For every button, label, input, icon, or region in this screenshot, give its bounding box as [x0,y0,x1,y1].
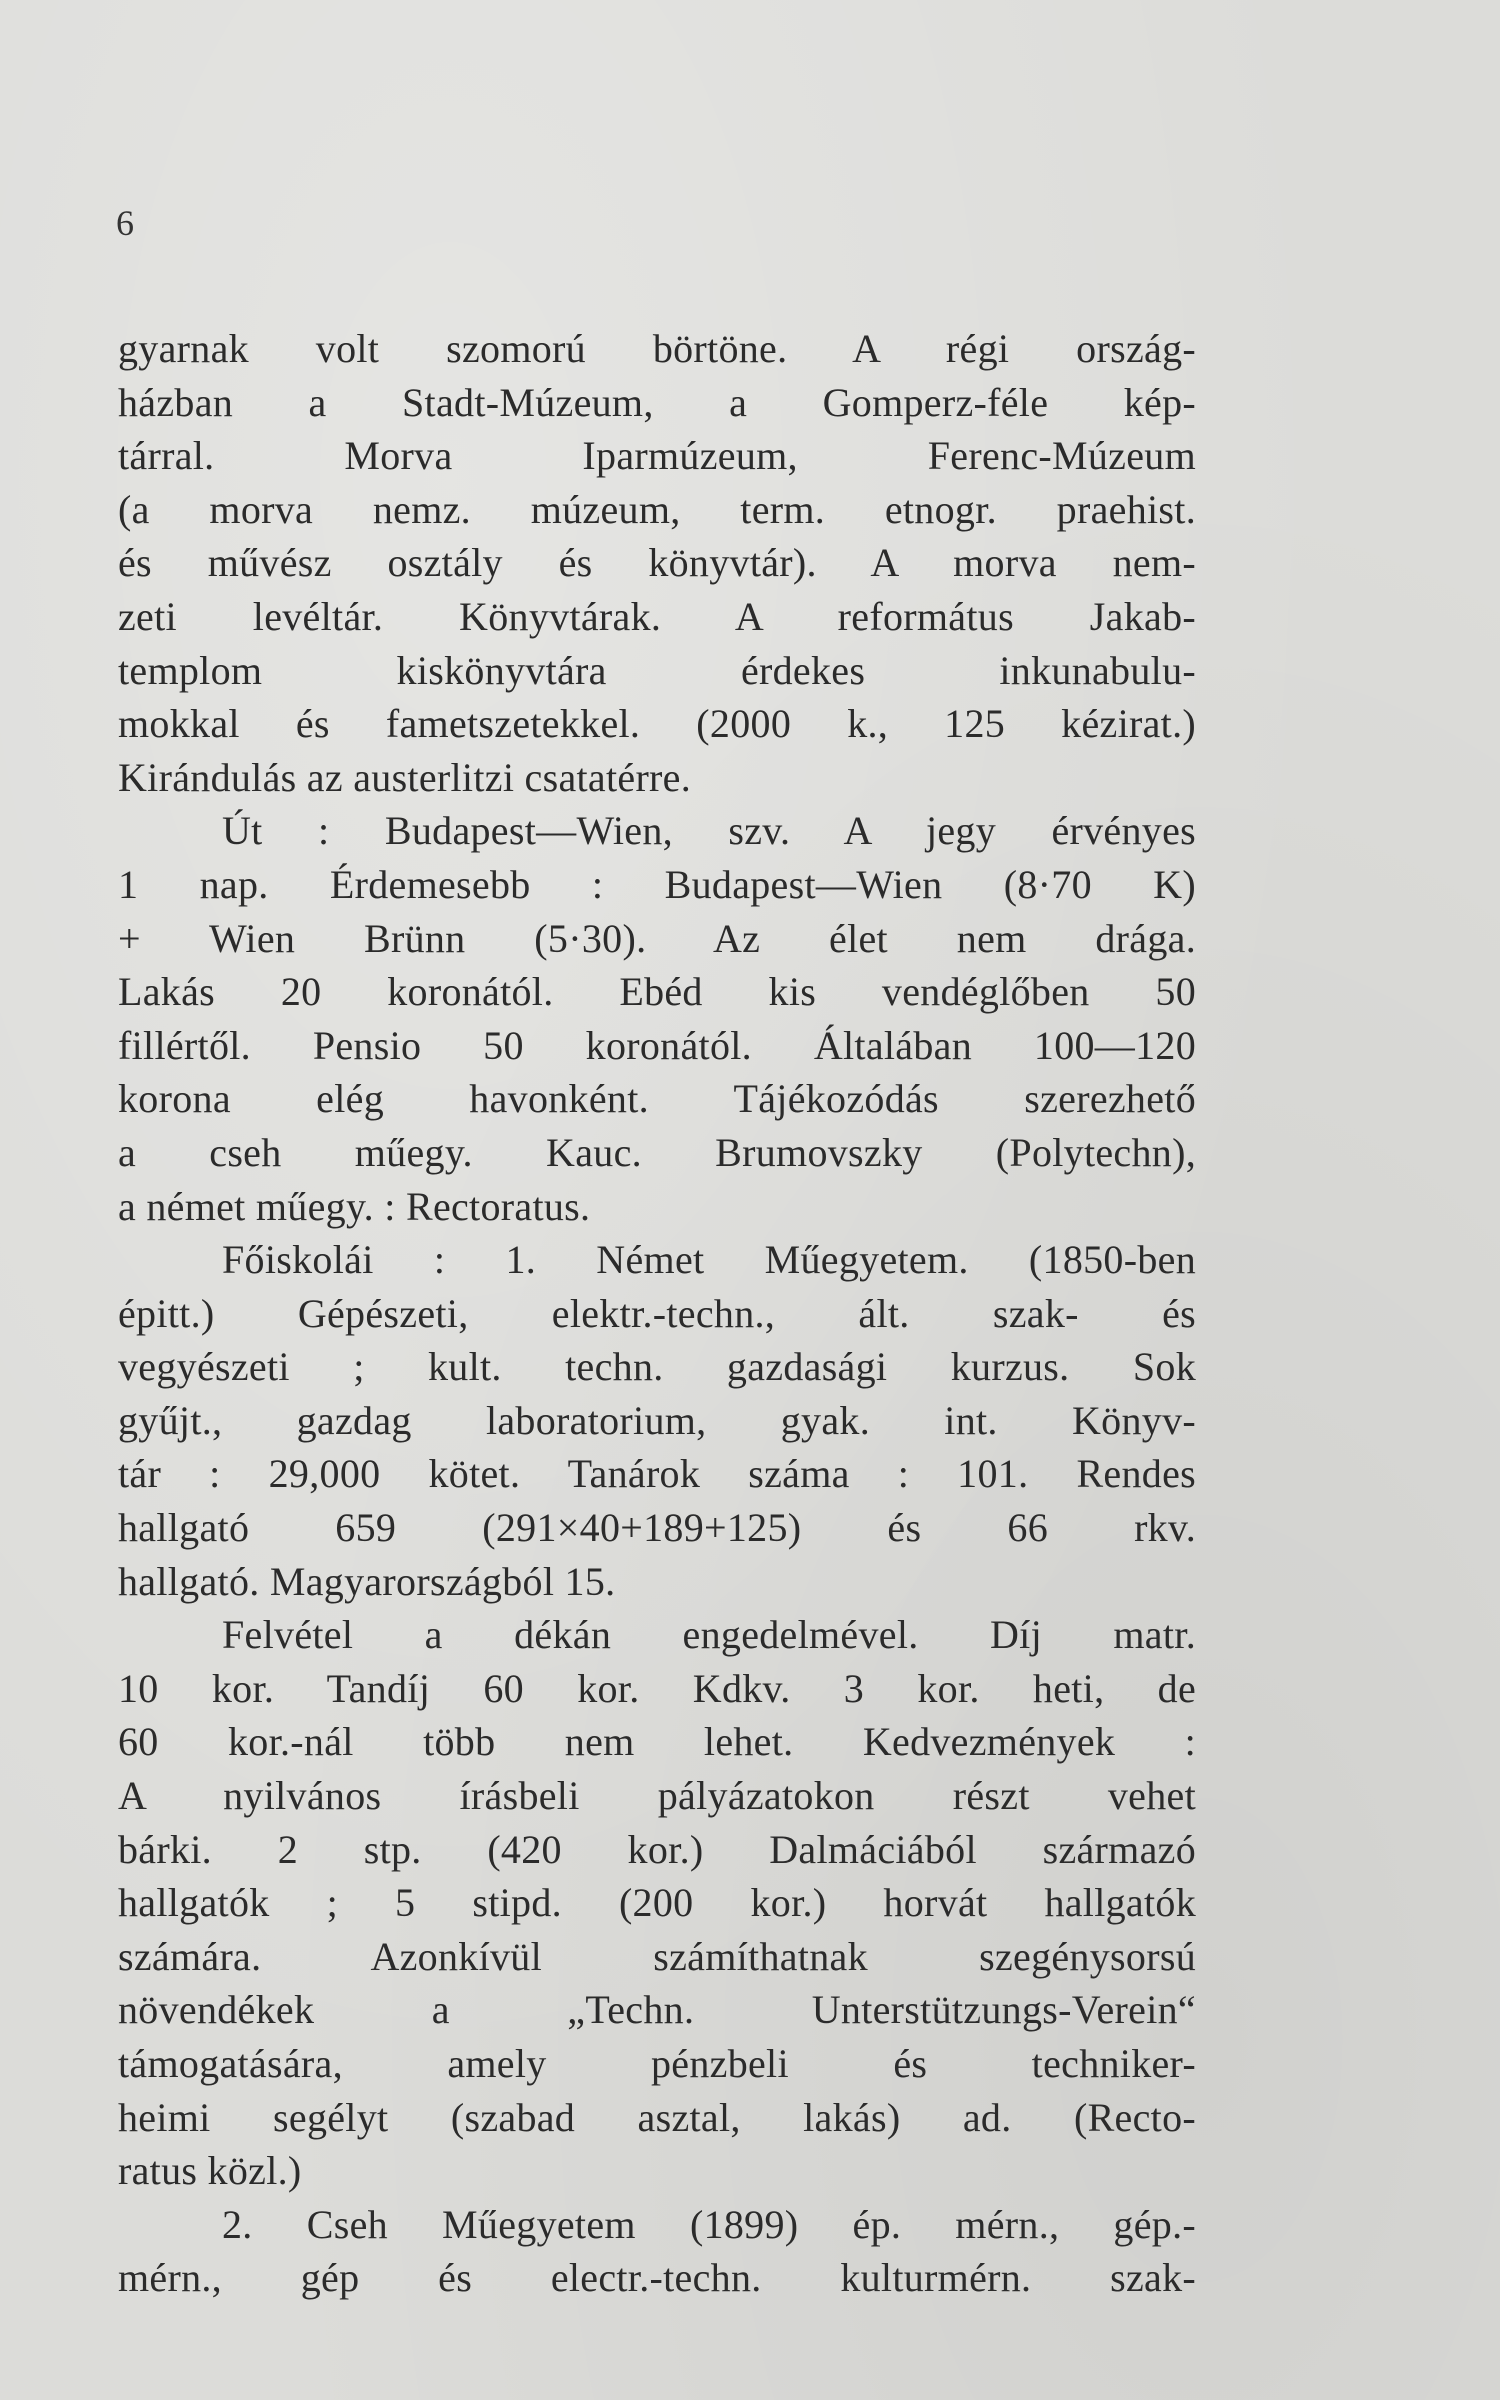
text-line: (a morva nemz. múzeum, term. etnogr. praehist. [118,486,1196,532]
text-line: korona elég havonként. Tájékozódás szerezhető [118,1076,1196,1122]
page-number: 6 [116,203,134,243]
text-line: 2. Cseh Műegyetem (1899) ép. mérn., gép.- [222,2201,1196,2247]
text-line: a német műegy. : Rectoratus. [118,1183,591,1229]
text-line: hallgató. Magyarországból 15. [118,1558,616,1604]
text-line: templom kiskönyvtára érdekes inkunabulu- [118,647,1196,693]
text-line: 10 kor. Tandíj 60 kor. Kdkv. 3 kor. heti, de [118,1665,1196,1711]
text-line: támogatására, amely pénzbeli és techniker- [118,2041,1196,2086]
text-line: tár : 29,000 kötet. Tanárok száma : 101. Rendes [118,1451,1196,1497]
text-line: fillértől. Pensio 50 koronától. Általában 100—120 [118,1022,1196,1068]
text-line: ratus közl.) [118,2148,302,2194]
text-line: A nyilvános írásbeli pályázatokon részt vehet [118,1773,1196,1819]
text-line: Főiskolái : 1. Német Műegyetem. (1850-ben [222,1237,1196,1283]
text-line: a cseh műegy. Kauc. Brumovszky (Polytechn), [118,1129,1196,1175]
text-line: gyarnak volt szomorú börtöne. A régi ország- [118,326,1196,371]
text-line: zeti levéltár. Könyvtárak. A református Jakab- [118,593,1196,639]
text-line: házban a Stadt-Múzeum, a Gomperz-féle kép- [118,379,1196,425]
text-line: heimi segélyt (szabad asztal, lakás) ad. (Recto- [118,2094,1196,2140]
text-line: mérn., gép és electr.-techn. kulturmérn. szak- [118,2255,1196,2301]
text-line: növendékek a „Techn. Unterstützungs-Verein“ [118,1987,1196,2033]
body-text [118,322,1196,2305]
text-line: Lakás 20 koronától. Ebéd kis vendéglőben 50 [118,969,1196,1015]
text-line: és művész osztály és könyvtár). A morva nem- [118,540,1196,586]
text-line: épitt.) Gépészeti, elektr.-techn., ált. szak- és [118,1290,1196,1336]
text-line: 1 nap. Érdemesebb : Budapest—Wien (8·70 K) [118,861,1196,907]
text-line: Felvétel a dékán engedelmével. Díj matr. [222,1612,1196,1658]
text-line: + Wien Brünn (5·30). Az élet nem drága. [118,915,1196,961]
text-line: bárki. 2 stp. (420 kor.) Dalmáciából származó [118,1826,1196,1872]
text-line: 60 kor.-nál több nem lehet. Kedvezmények : [118,1719,1196,1765]
text-line: hallgatók ; 5 stipd. (200 kor.) horvát hallgatók [118,1880,1196,1926]
text-line: gyűjt., gazdag laboratorium, gyak. int. Könyv- [118,1397,1196,1443]
text-line: Út : Budapest—Wien, szv. A jegy érvényes [222,808,1196,854]
text-line: számára. Azonkívül számíthatnak szegénysorsú [118,1933,1196,1979]
text-line: vegyészeti ; kult. techn. gazdasági kurzus. Sok [118,1344,1196,1390]
text-line: tárral. Morva Iparmúzeum, Ferenc-Múzeum [118,433,1196,479]
text-line: mokkal és fametszetekkel. (2000 k., 125 kézirat.) [118,701,1196,747]
text-line: hallgató 659 (291×40+189+125) és 66 rkv. [118,1505,1196,1551]
text-line: Kirándulás az austerlitzi csatatérre. [118,754,692,800]
